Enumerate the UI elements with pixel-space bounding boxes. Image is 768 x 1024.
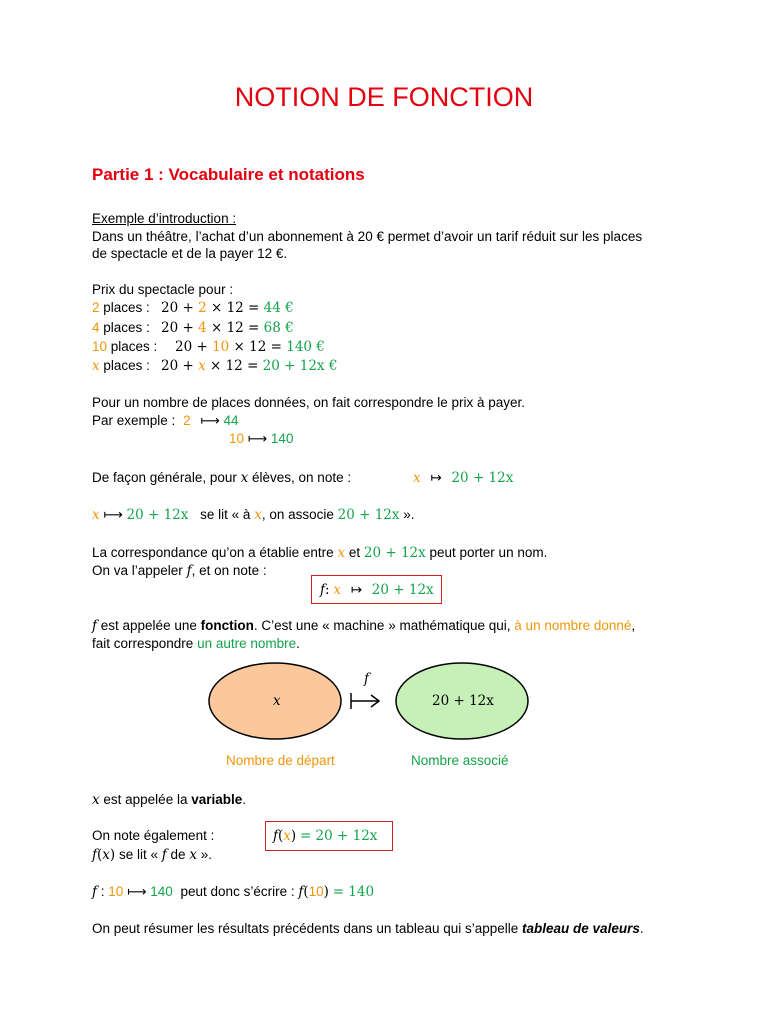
resume-line: On peut résumer les résultats précédents dans un tableau qui s’appelle tableau de valeurs. — [92, 921, 644, 936]
row-count: x — [92, 358, 100, 374]
row-result: 140 € — [286, 339, 325, 355]
note-text: On note également : — [92, 828, 215, 843]
general-text: De façon générale, pour x élèves, on note : — [92, 470, 352, 486]
departure-caption: Nombre de départ — [226, 753, 335, 768]
arrow-label: f — [364, 671, 369, 687]
name-line: La correspondance qu’on a établie entre x et 20 + 12x peut porter un nom. — [92, 545, 548, 561]
reading-line: x ⟼ 20 + 12x se lit « à x, on associe 20 + 12x ». — [92, 507, 415, 523]
example-line-1: Par exemple : 2 ⟼ 44 — [92, 413, 239, 429]
associated-label: 20 + 12x — [432, 693, 494, 709]
general-mapping: x ↦ 20 + 12x — [413, 470, 514, 486]
fonction-line: f est appelée une fonction. C’est une « machine » mathématique qui, à un nombre donné, — [92, 618, 636, 634]
intro-heading: Exemple d’introduction : — [92, 211, 237, 226]
departure-label: x — [273, 693, 281, 709]
intro-line-2: de spectacle et de la payer 12 €. — [92, 246, 288, 261]
intro-line-1: Dans un théâtre, l’achat d’un abonnement à 20 € permet d’avoir un tarif réduit sur les places — [92, 229, 643, 244]
row-count: 10 — [92, 339, 108, 354]
row-result: 44 € — [263, 300, 294, 316]
row-result: 68 € — [263, 320, 294, 336]
price-row: 2 places : 20 + 2 × 12 = 44 € — [92, 300, 294, 316]
page-title: NOTION DE FONCTION — [234, 82, 534, 112]
fx-reading: f(x) se lit « f de x ». — [92, 847, 212, 863]
appeler-line: On va l’appeler f, et on note : — [92, 563, 267, 579]
price-row: 10 places : 20 + 10 × 12 = 140 € — [92, 339, 325, 355]
row-result: 20 + 12x € — [262, 358, 338, 374]
variable-line: x est appelée la variable. — [92, 792, 247, 808]
associated-caption: Nombre associé — [411, 753, 509, 768]
fait-line: fait correspondre un autre nombre. — [92, 636, 300, 651]
row-count: 2 — [92, 300, 100, 315]
section-title: Partie 1 : Vocabulaire et notations — [92, 165, 365, 184]
definition-formula: f: x ↦ 20 + 12x — [320, 582, 434, 598]
price-row: 4 places : 20 + 4 × 12 = 68 € — [92, 320, 294, 336]
prix-heading: Prix du spectacle pour : — [92, 282, 234, 297]
fx-formula: f(x) = 20 + 12x — [273, 828, 378, 844]
price-row: x places : 20 + x × 12 = 20 + 12x € — [92, 358, 338, 374]
corresp-text: Pour un nombre de places données, on fait correspondre le prix à payer. — [92, 395, 526, 410]
ecrire-line: f : 10 ⟼ 140 peut donc s’écrire : f(10) = 140 — [92, 884, 375, 900]
row-count: 4 — [92, 320, 100, 335]
example-line-2: 10 ⟼ 140 — [229, 431, 294, 447]
